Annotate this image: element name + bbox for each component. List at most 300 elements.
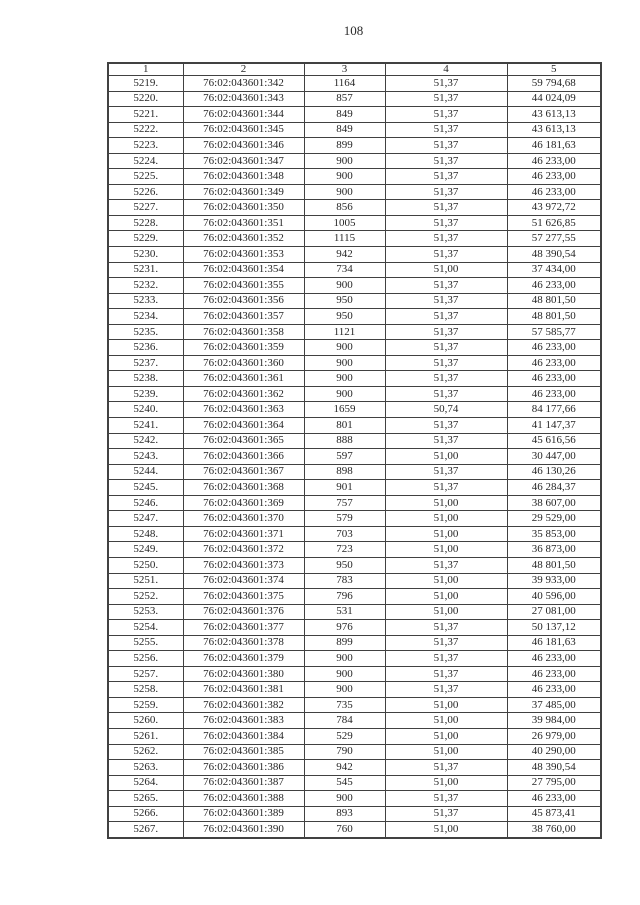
table-row — [108, 682, 601, 698]
table-cell: 900 — [304, 278, 385, 294]
table-cell: 900 — [304, 340, 385, 356]
table-cell: 950 — [304, 557, 385, 573]
table-cell: 5220. — [108, 91, 183, 107]
table-cell: 51,37 — [385, 184, 507, 200]
table-cell: 76:02:043601:366 — [183, 449, 304, 465]
table-row — [108, 138, 601, 154]
table-cell: 76:02:043601:352 — [183, 231, 304, 247]
table-cell: 76:02:043601:377 — [183, 620, 304, 636]
table-cell: 50 137,12 — [507, 620, 601, 636]
table-cell: 76:02:043601:362 — [183, 386, 304, 402]
table-cell: 76:02:043601:347 — [183, 153, 304, 169]
table-cell: 5245. — [108, 480, 183, 496]
table-cell: 5222. — [108, 122, 183, 138]
table-cell: 900 — [304, 791, 385, 807]
table-cell: 48 801,50 — [507, 293, 601, 309]
table-cell: 5228. — [108, 215, 183, 231]
table-row — [108, 666, 601, 682]
table-cell: 1164 — [304, 76, 385, 92]
table-row — [108, 791, 601, 807]
table-cell: 51,37 — [385, 293, 507, 309]
table-row — [108, 604, 601, 620]
table-cell: 898 — [304, 464, 385, 480]
table-cell: 76:02:043601:349 — [183, 184, 304, 200]
table-cell: 757 — [304, 495, 385, 511]
table-row — [108, 526, 601, 542]
table-cell: 51,00 — [385, 744, 507, 760]
table-cell: 76:02:043601:389 — [183, 806, 304, 822]
table-cell: 5219. — [108, 76, 183, 92]
table-cell: 51,37 — [385, 91, 507, 107]
table-row — [108, 573, 601, 589]
table-cell: 723 — [304, 542, 385, 558]
table-cell: 50,74 — [385, 402, 507, 418]
table-row — [108, 744, 601, 760]
table-cell: 51,37 — [385, 247, 507, 263]
table-row — [108, 589, 601, 605]
table-cell: 76:02:043601:375 — [183, 589, 304, 605]
table-cell: 48 390,54 — [507, 760, 601, 776]
table-cell: 51,37 — [385, 371, 507, 387]
table-cell: 899 — [304, 635, 385, 651]
table-cell: 43 613,13 — [507, 107, 601, 123]
table-cell: 43 613,13 — [507, 122, 601, 138]
table-cell: 900 — [304, 169, 385, 185]
table-cell: 76:02:043601:373 — [183, 557, 304, 573]
table-cell: 5248. — [108, 526, 183, 542]
table-cell: 783 — [304, 573, 385, 589]
table-row — [108, 480, 601, 496]
table-cell: 51,00 — [385, 449, 507, 465]
table-cell: 51,37 — [385, 76, 507, 92]
table-cell: 30 447,00 — [507, 449, 601, 465]
table-cell: 5267. — [108, 822, 183, 838]
table-cell: 46 233,00 — [507, 651, 601, 667]
table-cell: 48 801,50 — [507, 309, 601, 325]
table-cell: 48 801,50 — [507, 557, 601, 573]
table-cell: 51,00 — [385, 262, 507, 278]
table-cell: 5244. — [108, 464, 183, 480]
table-cell: 976 — [304, 620, 385, 636]
table-cell: 950 — [304, 293, 385, 309]
table-cell: 37 434,00 — [507, 262, 601, 278]
table-cell: 46 233,00 — [507, 791, 601, 807]
table-cell: 51,37 — [385, 215, 507, 231]
table-cell: 76:02:043601:351 — [183, 215, 304, 231]
table-cell: 76:02:043601:378 — [183, 635, 304, 651]
table-row — [108, 464, 601, 480]
table-cell: 801 — [304, 418, 385, 434]
table-cell: 51,37 — [385, 231, 507, 247]
table-cell: 5259. — [108, 697, 183, 713]
table-cell: 900 — [304, 682, 385, 698]
table-cell: 76:02:043601:374 — [183, 573, 304, 589]
table-row — [108, 107, 601, 123]
table-cell: 51,37 — [385, 122, 507, 138]
table-cell: 41 147,37 — [507, 418, 601, 434]
table-cell: 76:02:043601:359 — [183, 340, 304, 356]
table-cell: 44 024,09 — [507, 91, 601, 107]
table-cell: 76:02:043601:388 — [183, 791, 304, 807]
table-row — [108, 433, 601, 449]
table-cell: 76:02:043601:342 — [183, 76, 304, 92]
table-cell: 5266. — [108, 806, 183, 822]
table-cell: 856 — [304, 200, 385, 216]
table-cell: 5254. — [108, 620, 183, 636]
table-cell: 5226. — [108, 184, 183, 200]
table-cell: 5250. — [108, 557, 183, 573]
table-cell: 51,37 — [385, 278, 507, 294]
table-cell: 51,37 — [385, 433, 507, 449]
table-cell: 51,37 — [385, 200, 507, 216]
table-row — [108, 231, 601, 247]
table-row — [108, 557, 601, 573]
table-cell: 51,37 — [385, 418, 507, 434]
table-cell: 5261. — [108, 728, 183, 744]
table-cell: 5251. — [108, 573, 183, 589]
table-cell: 5257. — [108, 666, 183, 682]
table-cell: 531 — [304, 604, 385, 620]
table-cell: 76:02:043601:386 — [183, 760, 304, 776]
table-cell: 76:02:043601:360 — [183, 355, 304, 371]
table-cell: 5235. — [108, 324, 183, 340]
table-cell: 76:02:043601:350 — [183, 200, 304, 216]
table-cell: 900 — [304, 355, 385, 371]
table-cell: 942 — [304, 247, 385, 263]
table-cell: 5239. — [108, 386, 183, 402]
table-cell: 43 972,72 — [507, 200, 601, 216]
table-cell: 76:02:043601:344 — [183, 107, 304, 123]
table-cell: 5253. — [108, 604, 183, 620]
table-cell: 46 233,00 — [507, 386, 601, 402]
table-cell: 46 233,00 — [507, 169, 601, 185]
table-cell: 1121 — [304, 324, 385, 340]
table-cell: 579 — [304, 511, 385, 527]
table-cell: 51,37 — [385, 480, 507, 496]
table-cell: 59 794,68 — [507, 76, 601, 92]
table-cell: 1005 — [304, 215, 385, 231]
table-cell: 5241. — [108, 418, 183, 434]
table-cell: 76:02:043601:382 — [183, 697, 304, 713]
table-row — [108, 247, 601, 263]
table-cell: 51,00 — [385, 573, 507, 589]
table-cell: 46 233,00 — [507, 371, 601, 387]
table-cell: 76:02:043601:345 — [183, 122, 304, 138]
table-cell: 51,00 — [385, 822, 507, 838]
table-row — [108, 542, 601, 558]
table-cell: 545 — [304, 775, 385, 791]
table-row — [108, 713, 601, 729]
table-cell: 46 233,00 — [507, 153, 601, 169]
table-cell: 796 — [304, 589, 385, 605]
table-cell: 38 760,00 — [507, 822, 601, 838]
table-cell: 5240. — [108, 402, 183, 418]
table-row — [108, 184, 601, 200]
table-cell: 84 177,66 — [507, 402, 601, 418]
table-cell: 51,00 — [385, 604, 507, 620]
table-cell: 76:02:043601:343 — [183, 91, 304, 107]
table-cell: 5258. — [108, 682, 183, 698]
table-cell: 5238. — [108, 371, 183, 387]
table-cell: 76:02:043601:348 — [183, 169, 304, 185]
column-header-1: 1 — [108, 63, 183, 76]
table-cell: 597 — [304, 449, 385, 465]
table-cell: 1659 — [304, 402, 385, 418]
table-cell: 51,37 — [385, 107, 507, 123]
table-cell: 27 081,00 — [507, 604, 601, 620]
table-cell: 900 — [304, 153, 385, 169]
table-cell: 26 979,00 — [507, 728, 601, 744]
table-cell: 76:02:043601:353 — [183, 247, 304, 263]
table-cell: 790 — [304, 744, 385, 760]
table-cell: 76:02:043601:368 — [183, 480, 304, 496]
table-cell: 76:02:043601:376 — [183, 604, 304, 620]
table-row — [108, 355, 601, 371]
table-cell: 1115 — [304, 231, 385, 247]
table-cell: 5232. — [108, 278, 183, 294]
table-cell: 899 — [304, 138, 385, 154]
table-cell: 46 233,00 — [507, 278, 601, 294]
table-cell: 5252. — [108, 589, 183, 605]
table-cell: 51,00 — [385, 697, 507, 713]
table-cell: 900 — [304, 371, 385, 387]
table-cell: 76:02:043601:383 — [183, 713, 304, 729]
table-row — [108, 728, 601, 744]
table-cell: 76:02:043601:367 — [183, 464, 304, 480]
table-row — [108, 169, 601, 185]
table-cell: 51,00 — [385, 713, 507, 729]
table-cell: 849 — [304, 122, 385, 138]
table-body — [108, 76, 601, 839]
table-cell: 5224. — [108, 153, 183, 169]
table-cell: 51,37 — [385, 386, 507, 402]
table-row — [108, 215, 601, 231]
table-cell: 51,37 — [385, 760, 507, 776]
table-cell: 5225. — [108, 169, 183, 185]
table-cell: 51,37 — [385, 324, 507, 340]
column-header-3: 3 — [304, 63, 385, 76]
table-row — [108, 418, 601, 434]
table-cell: 76:02:043601:365 — [183, 433, 304, 449]
table-cell: 46 233,00 — [507, 355, 601, 371]
table-cell: 901 — [304, 480, 385, 496]
table-cell: 76:02:043601:371 — [183, 526, 304, 542]
table-cell: 40 596,00 — [507, 589, 601, 605]
table-cell: 5247. — [108, 511, 183, 527]
table-row — [108, 122, 601, 138]
table-cell: 5249. — [108, 542, 183, 558]
table-cell: 888 — [304, 433, 385, 449]
table-cell: 529 — [304, 728, 385, 744]
table-cell: 46 233,00 — [507, 340, 601, 356]
table-cell: 5264. — [108, 775, 183, 791]
table-row — [108, 760, 601, 776]
table-row — [108, 697, 601, 713]
table-row — [108, 153, 601, 169]
table-cell: 51,37 — [385, 651, 507, 667]
table-cell: 900 — [304, 651, 385, 667]
table-cell: 35 853,00 — [507, 526, 601, 542]
table-cell: 51,37 — [385, 153, 507, 169]
table-row — [108, 620, 601, 636]
table-row — [108, 495, 601, 511]
table-cell: 36 873,00 — [507, 542, 601, 558]
table-cell: 76:02:043601:370 — [183, 511, 304, 527]
table-cell: 51,37 — [385, 620, 507, 636]
table-cell: 5227. — [108, 200, 183, 216]
table-cell: 735 — [304, 697, 385, 713]
table-cell: 46 181,63 — [507, 138, 601, 154]
table-cell: 76:02:043601:380 — [183, 666, 304, 682]
table-cell: 76:02:043601:356 — [183, 293, 304, 309]
table-cell: 5233. — [108, 293, 183, 309]
table-cell: 5265. — [108, 791, 183, 807]
table-cell: 76:02:043601:355 — [183, 278, 304, 294]
table-row — [108, 91, 601, 107]
table-cell: 27 795,00 — [507, 775, 601, 791]
table-cell: 48 390,54 — [507, 247, 601, 263]
table-row — [108, 262, 601, 278]
table-cell: 5231. — [108, 262, 183, 278]
table-cell: 76:02:043601:387 — [183, 775, 304, 791]
table-cell: 5229. — [108, 231, 183, 247]
table-cell: 76:02:043601:354 — [183, 262, 304, 278]
table-cell: 734 — [304, 262, 385, 278]
table-cell: 51,00 — [385, 589, 507, 605]
table-cell: 76:02:043601:358 — [183, 324, 304, 340]
table-cell: 5236. — [108, 340, 183, 356]
table-cell: 5234. — [108, 309, 183, 325]
table-cell: 46 233,00 — [507, 184, 601, 200]
table-cell: 51,37 — [385, 340, 507, 356]
table-cell: 45 616,56 — [507, 433, 601, 449]
table-cell: 37 485,00 — [507, 697, 601, 713]
table-cell: 942 — [304, 760, 385, 776]
table-cell: 5221. — [108, 107, 183, 123]
table-cell: 57 277,55 — [507, 231, 601, 247]
table-cell: 51,00 — [385, 775, 507, 791]
table-cell: 51,00 — [385, 511, 507, 527]
table-cell: 39 933,00 — [507, 573, 601, 589]
table-cell: 5223. — [108, 138, 183, 154]
table-row — [108, 371, 601, 387]
table-cell: 893 — [304, 806, 385, 822]
table-cell: 760 — [304, 822, 385, 838]
table-cell: 51,37 — [385, 138, 507, 154]
table-cell: 5255. — [108, 635, 183, 651]
table-cell: 5260. — [108, 713, 183, 729]
table-cell: 5246. — [108, 495, 183, 511]
column-header-5: 5 — [507, 63, 601, 76]
table-cell: 51,37 — [385, 682, 507, 698]
table-cell: 51,37 — [385, 806, 507, 822]
table-cell: 40 290,00 — [507, 744, 601, 760]
data-table — [107, 62, 602, 839]
table-cell: 46 233,00 — [507, 682, 601, 698]
table-row — [108, 449, 601, 465]
table-header-row — [108, 63, 601, 76]
table-row — [108, 775, 601, 791]
table-cell: 76:02:043601:379 — [183, 651, 304, 667]
table-cell: 38 607,00 — [507, 495, 601, 511]
table-cell: 51,00 — [385, 728, 507, 744]
table-cell: 5243. — [108, 449, 183, 465]
table-row — [108, 806, 601, 822]
table-cell: 51,00 — [385, 495, 507, 511]
table-cell: 76:02:043601:385 — [183, 744, 304, 760]
table-row — [108, 402, 601, 418]
table-cell: 76:02:043601:369 — [183, 495, 304, 511]
table-cell: 51,00 — [385, 542, 507, 558]
table-cell: 39 984,00 — [507, 713, 601, 729]
table-cell: 703 — [304, 526, 385, 542]
table-cell: 76:02:043601:361 — [183, 371, 304, 387]
table-cell: 29 529,00 — [507, 511, 601, 527]
table-row — [108, 340, 601, 356]
column-header-4: 4 — [385, 63, 507, 76]
table-row — [108, 511, 601, 527]
table-cell: 900 — [304, 386, 385, 402]
page-number: 108 — [343, 23, 364, 38]
table-cell: 51,37 — [385, 666, 507, 682]
table-cell: 76:02:043601:346 — [183, 138, 304, 154]
table-cell: 46 181,63 — [507, 635, 601, 651]
table-row — [108, 293, 601, 309]
table-cell: 76:02:043601:357 — [183, 309, 304, 325]
table-cell: 76:02:043601:384 — [183, 728, 304, 744]
table-cell: 51,37 — [385, 557, 507, 573]
table-row — [108, 324, 601, 340]
table-cell: 46 233,00 — [507, 666, 601, 682]
table-cell: 76:02:043601:390 — [183, 822, 304, 838]
table-cell: 76:02:043601:381 — [183, 682, 304, 698]
table-cell: 76:02:043601:372 — [183, 542, 304, 558]
table-row — [108, 200, 601, 216]
table-row — [108, 76, 601, 92]
table-row — [108, 651, 601, 667]
table-cell: 51,00 — [385, 526, 507, 542]
table-cell: 950 — [304, 309, 385, 325]
table-cell: 857 — [304, 91, 385, 107]
table-cell: 51,37 — [385, 635, 507, 651]
table-cell: 784 — [304, 713, 385, 729]
table-cell: 51,37 — [385, 169, 507, 185]
table-cell: 900 — [304, 666, 385, 682]
table-cell: 51,37 — [385, 355, 507, 371]
table-cell: 5262. — [108, 744, 183, 760]
table-cell: 5263. — [108, 760, 183, 776]
table-cell: 5237. — [108, 355, 183, 371]
table-cell: 46 284,37 — [507, 480, 601, 496]
table-row — [108, 635, 601, 651]
table-row — [108, 386, 601, 402]
table-cell: 51,37 — [385, 464, 507, 480]
table-cell: 51,37 — [385, 791, 507, 807]
table-cell: 51 626,85 — [507, 215, 601, 231]
table-cell: 76:02:043601:364 — [183, 418, 304, 434]
table-cell: 900 — [304, 184, 385, 200]
table-cell: 46 130,26 — [507, 464, 601, 480]
table-cell: 45 873,41 — [507, 806, 601, 822]
table-cell: 51,37 — [385, 309, 507, 325]
table-cell: 5230. — [108, 247, 183, 263]
column-header-2: 2 — [183, 63, 304, 76]
table-row — [108, 822, 601, 838]
table-cell: 5242. — [108, 433, 183, 449]
table-cell: 5256. — [108, 651, 183, 667]
table-row — [108, 278, 601, 294]
table-row — [108, 309, 601, 325]
